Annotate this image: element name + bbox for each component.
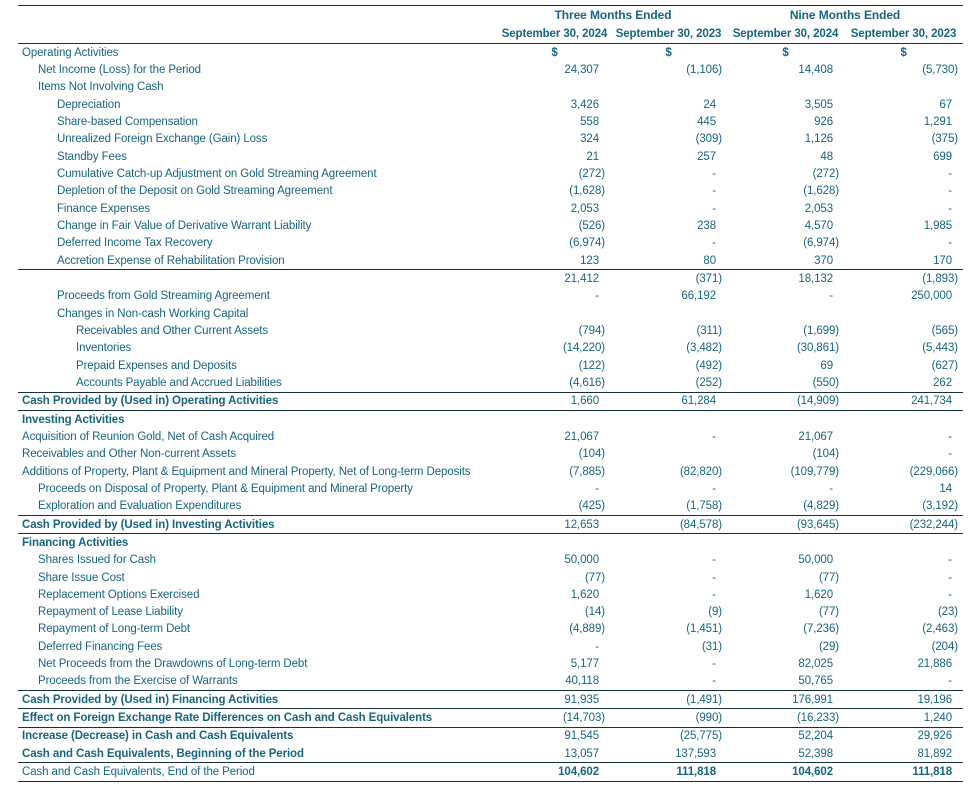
table-row [18,270,963,288]
row-label: Deferred Financing Fees [38,640,163,653]
value-cell: 4,570 [804,219,833,232]
value-cell: 137,593 [675,747,716,760]
table-row [18,131,963,148]
table-row [18,569,963,586]
value-cell [499,79,610,96]
value-cell: 558 [580,115,599,128]
value-cell: - [595,290,599,303]
value-cell: 324 [580,133,599,146]
table-row [18,586,963,603]
value-cell: (29) [818,640,839,653]
value-cell: 2,053 [804,202,833,215]
value-cell: - [829,290,833,303]
value-cell: 3,505 [804,98,833,111]
table-row [18,322,963,339]
row-label: Proceeds on Disposal of Property, Plant & Equipment and Mineral Property [38,482,413,495]
row-label: Prepaid Expenses and Deposits [76,359,237,372]
value-cell: - [948,185,953,198]
value-cell [610,305,727,322]
table-row [18,148,963,165]
value-cell [499,410,610,428]
column-header-row [18,25,963,44]
value-cell: (77) [584,571,605,584]
value-cell: 80 [703,254,716,267]
value-cell [610,534,727,552]
value-cell [610,79,727,96]
value-cell: 24,307 [564,63,599,76]
value-cell: 5,177 [570,658,599,671]
value-cell: - [712,675,716,688]
value-cell: (565) [931,324,959,337]
value-cell: 50,000 [564,554,599,567]
row-label: Deferred Income Tax Recovery [57,237,213,250]
value-cell: - [712,430,716,443]
value-cell: 1,291 [923,115,953,128]
value-cell: 12,653 [499,515,610,533]
row-label: Unrealized Foreign Exchange (Gain) Loss [57,133,268,146]
value-cell: (550) [812,376,839,389]
table-row [18,428,963,445]
value-cell: - [948,237,953,250]
value-cell: 1,240 [844,709,963,727]
table-row [18,96,963,113]
row-label: Cash Provided by (Used in) Financing Activities [18,691,499,709]
table-row [18,727,963,745]
value-cell [727,79,844,96]
value-cell: - [595,640,599,653]
currency-symbol: $ [782,46,789,59]
value-cell: (1,758) [686,500,722,513]
row-label: Cumulative Catch-up Adjustment on Gold Streaming Agreement [57,167,377,180]
table-row [18,621,963,638]
value-cell: (272) [578,167,605,180]
value-cell [844,534,963,552]
value-cell: 21,067 [798,430,833,443]
value-cell: 52,204 [798,730,833,743]
value-cell: 24 [703,98,716,111]
value-cell: 14 [939,482,953,495]
value-cell [727,305,844,322]
value-cell: (1,628) [803,185,839,198]
row-label: Cash Provided by (Used in) Operating Activities [18,392,499,410]
header-spacer [18,25,499,44]
table-row [18,410,963,428]
value-cell [610,410,727,428]
row-label: Acquisition of Reunion Gold, Net of Cash Acquired [22,430,275,443]
value-cell: (309) [695,133,722,146]
currency-symbol: $ [551,46,558,59]
value-cell: (77) [818,571,839,584]
value-cell: 250,000 [911,290,953,303]
value-cell: 111,818 [844,763,963,781]
row-label: Proceeds from the Exercise of Warrants [38,675,238,688]
row-label: Increase (Decrease) in Cash and Cash Equivalents [22,730,294,743]
table-row [18,552,963,569]
row-label: Exploration and Evaluation Expenditures [38,500,242,513]
row-label: Net Proceeds from the Drawdowns of Long-term Debt [38,658,308,671]
row-label: Depletion of the Deposit on Gold Streaming Agreement [57,185,333,198]
value-cell [499,305,610,322]
value-cell: (104) [578,448,605,461]
value-cell: 238 [697,219,716,232]
row-label: Effect on Foreign Exchange Rate Differences on Cash and Cash Equivalents [18,709,499,727]
table-row [18,763,963,781]
table-row [18,200,963,217]
row-label: Investing Activities [22,413,125,426]
value-cell: - [712,202,716,215]
value-cell: (25,775) [679,730,722,743]
value-cell: - [948,448,953,461]
table-row [18,305,963,322]
value-cell: (109,779) [790,465,839,478]
value-cell [844,410,963,428]
row-label: Standby Fees [57,150,127,163]
value-cell: (232,244) [844,515,963,533]
value-cell: (526) [578,219,605,232]
value-cell: (375) [931,133,959,146]
row-label: Accretion Expense of Rehabilitation Provision [57,254,285,267]
value-cell: (4,616) [569,376,605,389]
column-header-date-3m-2024: September 30, 2024 [499,25,610,44]
value-cell: 2,053 [570,202,599,215]
value-cell: 1,620 [804,588,833,601]
value-cell: (31) [701,640,722,653]
value-cell: 176,991 [727,691,844,709]
table-row [18,638,963,655]
value-cell: (5,730) [922,63,959,76]
table-row [18,655,963,672]
value-cell: - [948,571,953,584]
value-cell: (14,220) [562,342,605,355]
row-label: Inventories [76,342,132,355]
table-row [18,709,963,727]
value-cell: (93,645) [727,515,844,533]
value-cell: (1,893) [844,270,963,288]
table-row [18,498,963,516]
row-label: Proceeds from Gold Streaming Agreement [57,290,270,303]
table-row [18,79,963,96]
row-label: Receivables and Other Non-current Assets [22,448,236,461]
value-cell [727,534,844,552]
column-header-date-9m-2024: September 30, 2024 [727,25,844,44]
value-cell: 21 [586,150,599,163]
value-cell: - [948,675,953,688]
value-cell: 21,886 [917,658,953,671]
value-cell: - [712,167,716,180]
value-cell: 241,734 [844,392,963,410]
row-label: Changes in Non-cash Working Capital [57,307,249,320]
value-cell: 61,284 [610,392,727,410]
value-cell: 123 [580,254,599,267]
table-row [18,340,963,357]
row-label [18,270,499,288]
table-row [18,217,963,234]
table-row [18,235,963,252]
value-cell: (371) [610,270,727,288]
value-cell: 104,602 [727,763,844,781]
value-cell: (2,463) [922,623,959,636]
currency-symbol: $ [665,46,672,59]
value-cell: 50,000 [798,554,833,567]
value-cell: - [712,482,716,495]
value-cell: (311) [696,324,722,337]
header-spacer [18,6,499,25]
table-row [18,44,963,62]
row-label: Operating Activities [22,46,119,59]
value-cell: 66,192 [681,290,716,303]
value-cell: (425) [578,500,605,513]
value-cell: (122) [578,359,605,372]
value-cell: 445 [697,115,716,128]
table-row [18,183,963,200]
value-cell: - [948,430,953,443]
table-row [18,392,963,410]
value-cell: - [712,554,716,567]
table-row [18,515,963,533]
currency-symbol: $ [900,46,907,59]
row-label: Repayment of Lease Liability [38,606,183,619]
table-header [18,6,963,44]
value-cell [610,446,727,463]
value-cell: (9) [708,606,722,619]
row-label: Finance Expenses [57,202,151,215]
value-cell: - [829,482,833,495]
value-cell: 18,132 [727,270,844,288]
value-cell: 67 [939,98,953,111]
table-body [18,44,963,782]
value-cell: 82,025 [798,658,833,671]
value-cell: (30,861) [796,342,839,355]
period-group-header-row [18,6,963,25]
table-row [18,745,963,763]
value-cell: - [712,237,716,250]
value-cell: - [948,167,953,180]
value-cell: (7,236) [803,623,839,636]
row-label: Cash Provided by (Used in) Investing Activities [18,515,499,533]
value-cell: (1,491) [610,691,727,709]
value-cell: 170 [933,254,953,267]
value-cell: (4,829) [803,500,839,513]
value-cell: 13,057 [564,747,599,760]
group-header-three-months: Three Months Ended [499,6,727,25]
value-cell: - [712,658,716,671]
value-cell: (1,106) [686,63,722,76]
value-cell: (3,192) [922,500,959,513]
value-cell: (204) [931,640,959,653]
value-cell: (1,628) [569,185,605,198]
value-cell: - [595,482,599,495]
value-cell: (3,482) [686,342,722,355]
value-cell: (5,443) [922,342,959,355]
value-cell: (492) [695,359,722,372]
table-row [18,61,963,78]
table-row [18,165,963,182]
value-cell: (84,578) [610,515,727,533]
row-label: Share-based Compensation [57,115,198,128]
value-cell: - [948,554,953,567]
value-cell: (7,885) [569,465,605,478]
table-row [18,113,963,130]
value-cell: 21,412 [499,270,610,288]
value-cell: - [712,588,716,601]
value-cell: (229,066) [909,465,959,478]
value-cell: (794) [578,324,605,337]
value-cell: (627) [931,359,959,372]
value-cell: 21,067 [564,430,599,443]
value-cell: (272) [812,167,839,180]
value-cell: 104,602 [499,763,610,781]
value-cell: 91,935 [499,691,610,709]
value-cell: 52,398 [798,747,833,760]
value-cell: 91,545 [564,730,599,743]
value-cell: - [948,202,953,215]
value-cell: 262 [933,376,953,389]
table-row [18,463,963,480]
group-header-nine-months: Nine Months Ended [727,6,963,25]
row-label: Change in Fair Value of Derivative Warrant Liability [57,219,312,232]
table-row [18,446,963,463]
value-cell: 40,118 [565,675,599,688]
value-cell: (77) [818,606,839,619]
row-label: Additions of Property, Plant & Equipment and Mineral Property, Net of Long-term Deposits [22,465,471,478]
value-cell: - [948,588,953,601]
table-row [18,288,963,305]
value-cell: (82,820) [679,465,722,478]
value-cell: 699 [933,150,953,163]
value-cell: 1,985 [923,219,953,232]
value-cell: - [712,571,716,584]
row-label: Cash and Cash Equivalents, Beginning of the Period [22,747,304,760]
row-label: Repayment of Long-term Debt [38,623,190,636]
value-cell: (990) [610,709,727,727]
row-label: Receivables and Other Current Assets [76,324,268,337]
table-row [18,604,963,621]
row-label: Cash and Cash Equivalents, End of the Period [18,763,499,781]
column-header-date-3m-2023: September 30, 2023 [610,25,727,44]
value-cell: - [712,185,716,198]
value-cell: (23) [937,606,959,619]
value-cell: 50,765 [798,675,833,688]
table-row [18,673,963,691]
row-label: Replacement Options Exercised [38,588,200,601]
value-cell: (1,451) [686,623,722,636]
row-label: Net Income (Loss) for the Period [38,63,201,76]
row-label: Share Issue Cost [38,571,125,584]
row-label: Financing Activities [22,536,129,549]
value-cell: (16,233) [727,709,844,727]
value-cell: 81,892 [917,747,953,760]
value-cell: 1,126 [804,133,833,146]
value-cell: (1,699) [803,324,839,337]
row-label: Accounts Payable and Accrued Liabilities [76,376,282,389]
value-cell: 19,196 [844,691,963,709]
cash-flow-table [18,5,963,782]
value-cell: (104) [812,448,839,461]
value-cell: 1,660 [499,392,610,410]
value-cell: 14,408 [798,63,833,76]
table-row [18,480,963,497]
value-cell: 111,818 [610,763,727,781]
row-label: Shares Issued for Cash [38,554,156,567]
table-row [18,252,963,270]
value-cell [499,534,610,552]
value-cell [844,305,963,322]
value-cell: 257 [697,150,716,163]
row-label: Items Not Involving Cash [38,81,164,94]
value-cell: 69 [820,359,833,372]
value-cell: (6,974) [569,237,605,250]
value-cell: 1,620 [570,588,599,601]
value-cell: 926 [814,115,833,128]
row-label: Depreciation [57,98,121,111]
value-cell: 370 [814,254,833,267]
value-cell: (14) [584,606,605,619]
value-cell: (6,974) [803,237,839,250]
value-cell: (14,909) [727,392,844,410]
table-row [18,534,963,552]
value-cell: 29,926 [917,730,953,743]
value-cell [844,79,963,96]
table-row [18,374,963,392]
value-cell [727,410,844,428]
table-row [18,357,963,374]
table-row [18,691,963,709]
column-header-date-9m-2023: September 30, 2023 [844,25,963,44]
value-cell: (14,703) [499,709,610,727]
value-cell: (252) [695,376,722,389]
value-cell: 3,426 [570,98,599,111]
value-cell: (4,889) [569,623,605,636]
value-cell: 48 [820,150,833,163]
